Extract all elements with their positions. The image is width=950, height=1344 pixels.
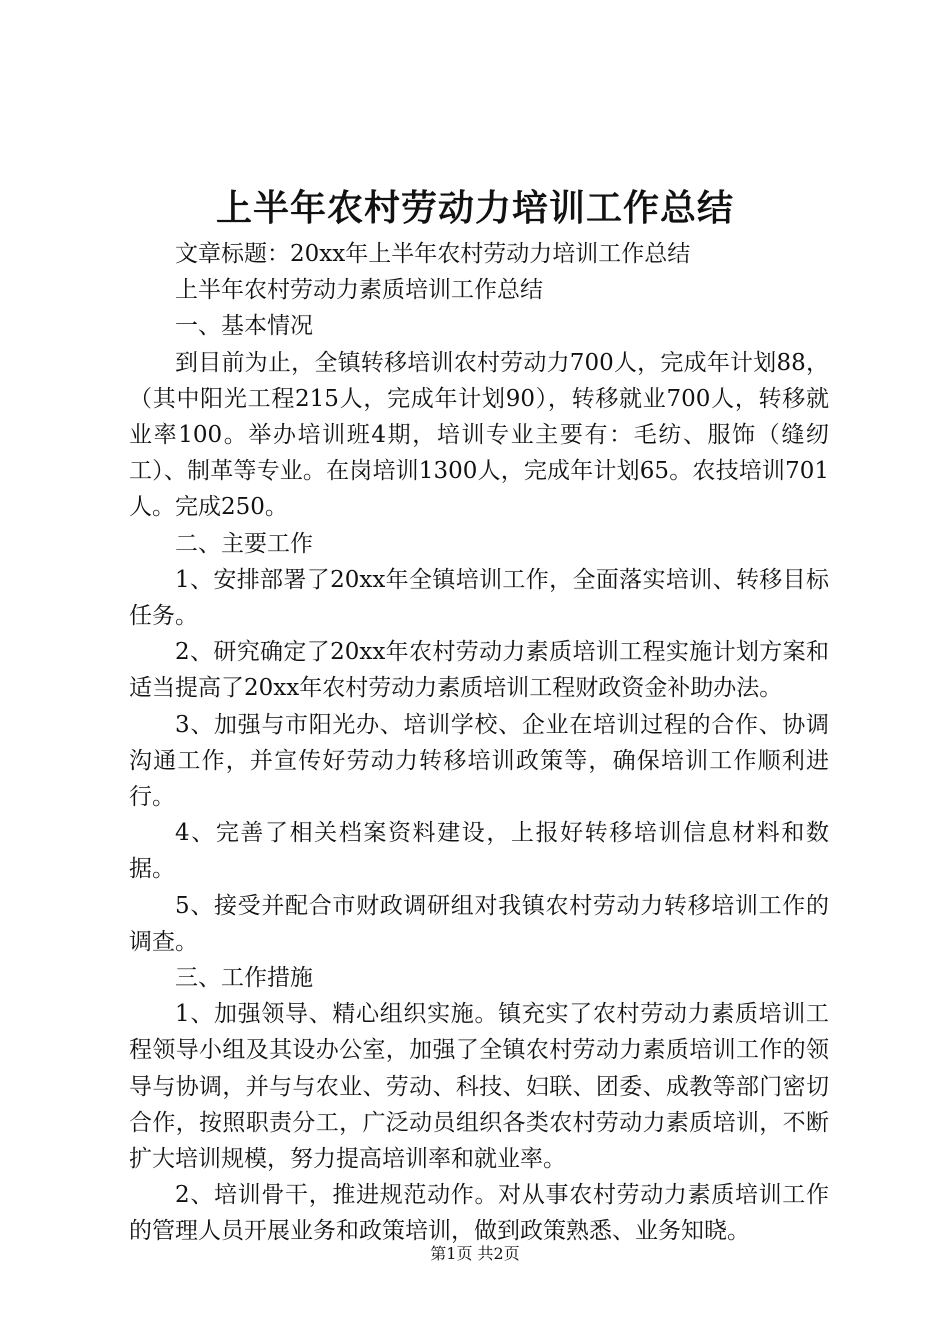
paragraph-work-measures-2: 2、培训骨干，推进规范动作。对从事农村劳动力素质培训工作的管理人员开展业务和政策培训，做到政策熟悉、业务知晓。 [129, 1182, 829, 1245]
paragraph-main-work-3: 3、加强与市阳光办、培训学校、企业在培训过程的合作、协调沟通工作，并宣传好劳动力转移培训政策等，确保培训工作顺利进行。 [129, 711, 829, 811]
subtitle-line: 上半年农村劳动力素质培训工作总结 [175, 277, 543, 304]
paragraph-basic-situation: 到目前为止，全镇转移培训农村劳动力700人，完成年计划88，（其中阳光工程215人，完成年计划90），转移就业700人，转移就业率100。举办培训班4期，培训专业主要有：毛纺、服饰（缝纫工）、制革等专业。在岗培训1300人，完成年计划65。农技培训701人。完成250。 [129, 349, 829, 521]
document-body [129, 236, 829, 1250]
section-heading-basic-situation: 一、基本情况 [175, 313, 313, 340]
paragraph-main-work-1: 1、安排部署了20xx年全镇培训工作，全面落实培训、转移目标任务。 [129, 566, 829, 630]
document-title: 上半年农村劳动力培训工作总结 [215, 187, 734, 229]
paragraph-main-work-5: 5、接受并配合市财政调研组对我镇农村劳动力转移培训工作的调查。 [129, 892, 829, 955]
page-footer: 第1页 共2页 [430, 1244, 520, 1263]
paragraph-work-measures-1: 1、加强领导、精心组织实施。镇充实了农村劳动力素质培训工程领导小组及其设办公室，加强了全镇农村劳动力素质培训工作的领导与协调，并与与农业、劳动、科技、妇联、团委、成教等部门密切合作，按照职责分工，广泛动员组织各类农村劳动力素质培训，不断扩大培训规模，努力提高培训率和就业率。 [129, 1001, 829, 1173]
section-heading-main-work: 二、主要工作 [175, 530, 313, 557]
article-title-line: 文章标题：20xx年上半年农村劳动力培训工作总结 [175, 241, 691, 267]
paragraph-main-work-4: 4、完善了相关档案资料建设，上报好转移培训信息材料和数据。 [129, 820, 829, 883]
section-heading-work-measures: 三、工作措施 [175, 965, 313, 992]
paragraph-main-work-2: 2、研究确定了20xx年农村劳动力素质培训工程实施计划方案和适当提高了20xx年农村劳动力素质培训工程财政资金补助办法。 [129, 639, 829, 702]
